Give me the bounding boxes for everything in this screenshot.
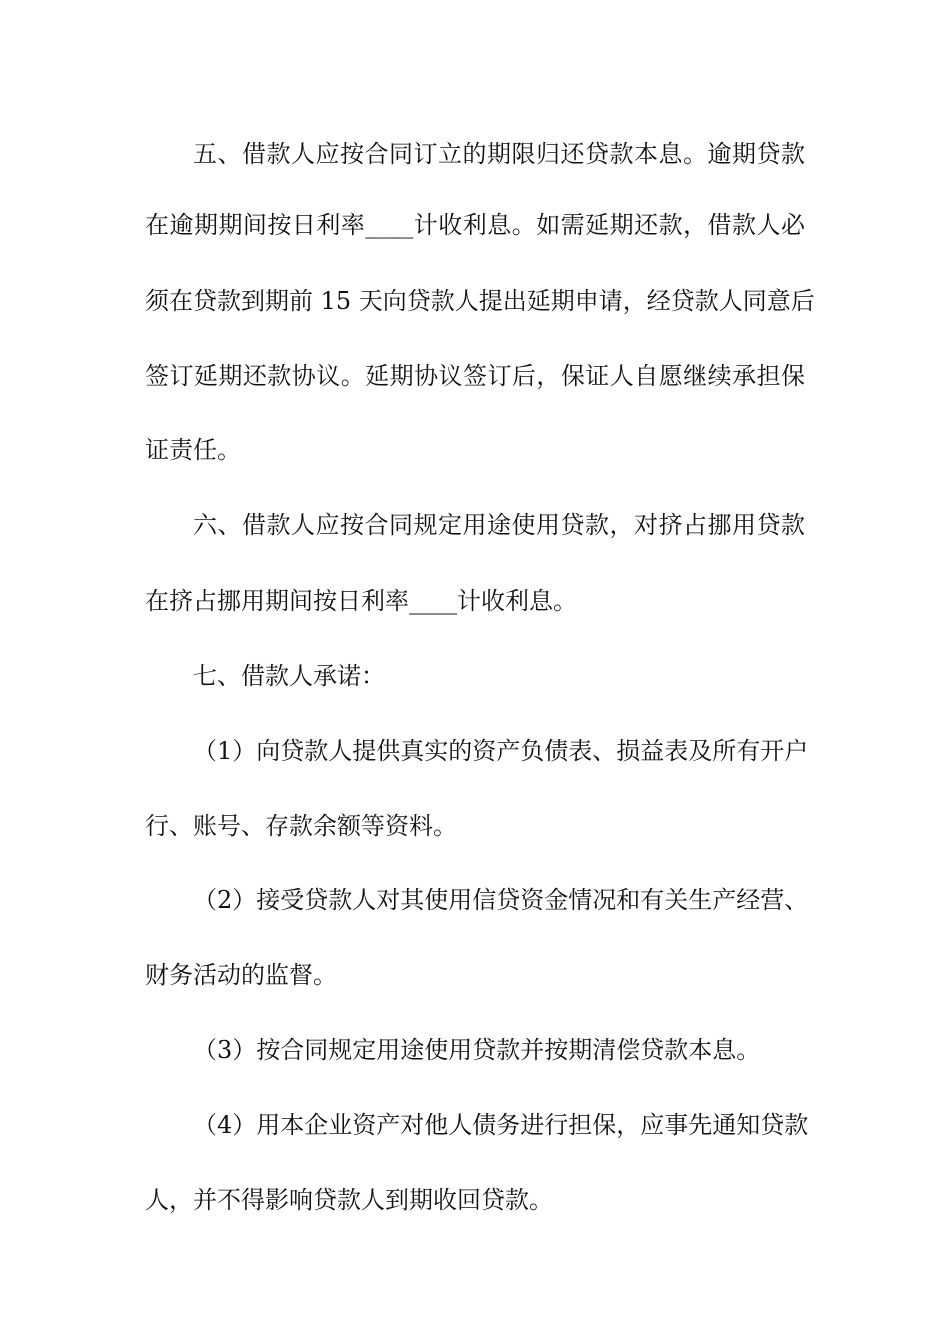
clause-5-line-5: 证责任。 [145,436,241,464]
clause-5-line-3: 须在贷款到期前 15 天向贷款人提出延期申请，经贷款人同意后 [145,287,815,315]
clause-7-item-1-line-2: 行、账号、存款余额等资料。 [145,812,457,840]
clause-6-line-2: 在挤占挪用期间按日利率____计收利息。 [145,587,577,615]
clause-7-item-4-line-2: 人，并不得影响贷款人到期收回贷款。 [145,1186,553,1214]
clause-6-line-1: 六、借款人应按合同规定用途使用贷款，对挤占挪用贷款 [193,511,805,539]
clause-5-line-1: 五、借款人应按合同订立的期限归还贷款本息。逾期贷款 [193,140,805,168]
clause-5-line-4: 签订延期还款协议。延期协议签订后，保证人自愿继续承担保 [145,362,805,390]
clause-7-item-3-line-1: （3）按合同规定用途使用贷款并按期清偿贷款本息。 [193,1036,761,1064]
clause-5-line-2: 在逾期期间按日利率____计收利息。如需延期还款，借款人必 [145,211,805,239]
clause-7-heading: 七、借款人承诺： [193,662,385,690]
clause-7-item-4-line-1: （4）用本企业资产对他人债务进行担保，应事先通知贷款 [193,1111,809,1139]
clause-7-item-2-line-2: 财务活动的监督。 [145,961,337,989]
clause-7-item-2-line-1: （2）接受贷款人对其使用信贷资金情况和有关生产经营、 [193,886,809,914]
clause-7-item-1-line-1: （1）向贷款人提供真实的资产负债表、损益表及所有开户 [193,737,809,765]
